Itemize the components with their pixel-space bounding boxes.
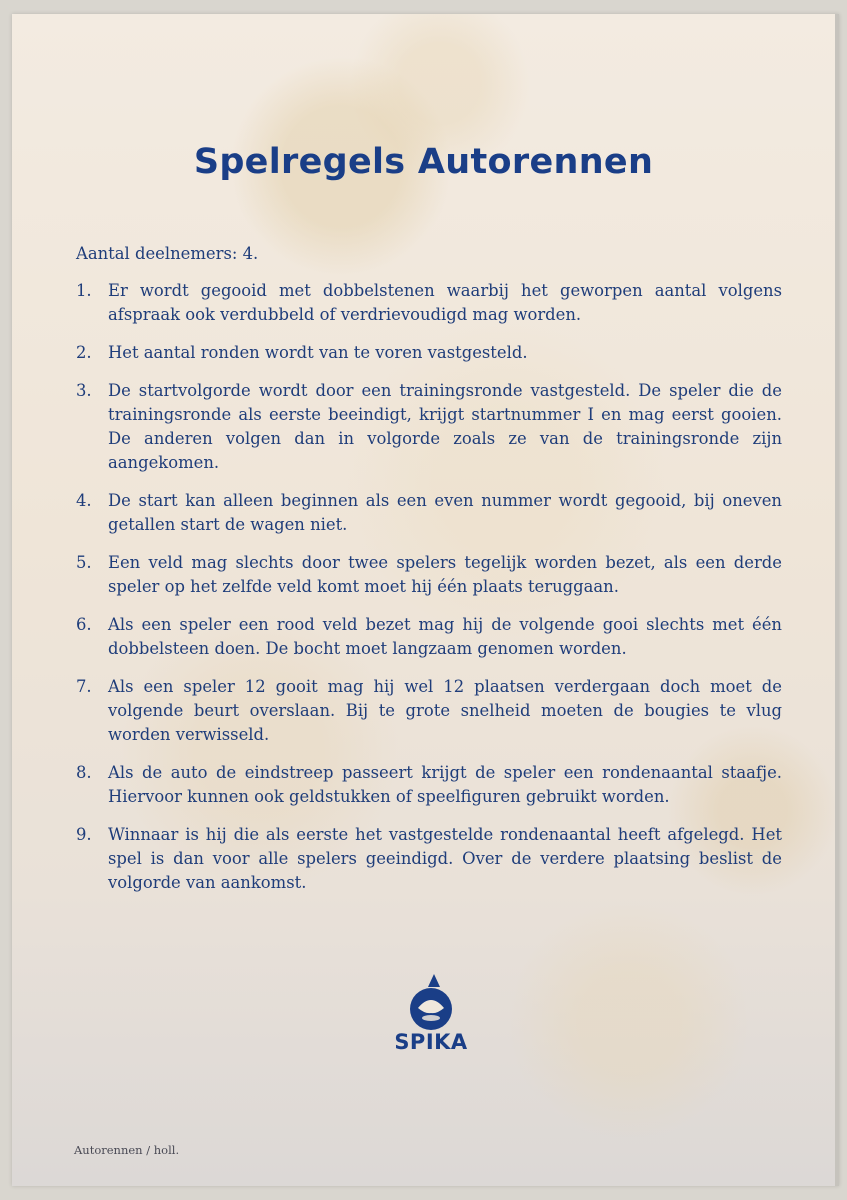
rule-number: 9. (76, 825, 92, 844)
rule-item (76, 675, 782, 747)
rule-text: Winnaar is hij die als eerste het vastgestelde rondenaantal heeft afgelegd. Het spel is dan voor alle spelers geeindigd. Over de verdere plaatsing beslist de volgorde van aankomst. (108, 825, 782, 892)
spika-logo (386, 972, 476, 1072)
logo-text: SPIKA (394, 1030, 468, 1054)
rule-item (76, 613, 782, 661)
rule-text: Het aantal ronden wordt van te voren vastgesteld. (108, 343, 528, 362)
rule-number: 3. (76, 381, 92, 400)
rule-text: Een veld mag slechts door twee spelers tegelijk worden bezet, als een derde speler op het zelfde veld komt moet hij één plaats teruggaan. (108, 553, 782, 596)
rule-number: 8. (76, 763, 92, 782)
rule-text: Er wordt gegooid met dobbelstenen waarbij het geworpen aantal volgens afspraak ook verdubbeld of verdrievoudigd mag worden. (108, 281, 782, 324)
rule-number: 1. (76, 281, 92, 300)
rule-item (76, 761, 782, 809)
rule-number: 2. (76, 343, 92, 362)
rule-number: 6. (76, 615, 92, 634)
rule-item (76, 551, 782, 599)
rule-text: Als een speler een rood veld bezet mag hij de volgende gooi slechts met één dobbelsteen doen. De bocht moet langzaam genomen worden. (108, 615, 782, 658)
page-title: Spelregels Autorennen (193, 142, 654, 182)
spika-bell-logo-icon (407, 972, 455, 1034)
participants-line: Aantal deelnemers: 4. (76, 244, 259, 263)
footer-label: Autorennen / holl. (74, 1143, 180, 1157)
rule-text: Als de auto de eindstreep passeert krijgt de speler een rondenaantal staafje. Hiervoor kunnen ook geldstukken of speelfiguren gebruikt worden. (108, 763, 782, 806)
rule-item (76, 489, 782, 537)
rule-number: 4. (76, 491, 92, 510)
rules-list (76, 279, 782, 895)
rule-item (76, 823, 782, 895)
rule-text: Als een speler 12 gooit mag hij wel 12 plaatsen verdergaan doch moet de volgende beurt overslaan. Bij te grote snelheid moeten de bougies te vlug worden verwisseld. (108, 677, 782, 744)
rule-text: De start kan alleen beginnen als een even nummer wordt gegooid, bij oneven getallen start de wagen niet. (108, 491, 782, 534)
rule-number: 7. (76, 677, 92, 696)
rules-content (76, 242, 782, 909)
rule-text: De startvolgorde wordt door een trainingsronde vastgesteld. De speler die de trainingsronde als eerste beeindigt, krijgt startnummer I en mag eerst gooien. De anderen volgen dan in volgorde zoals ze van de trainingsronde zijn aangekomen. (108, 381, 782, 472)
rule-item (76, 341, 782, 365)
rule-item (76, 279, 782, 327)
rule-item (76, 379, 782, 475)
rule-number: 5. (76, 553, 92, 572)
rules-sheet (12, 14, 839, 1186)
